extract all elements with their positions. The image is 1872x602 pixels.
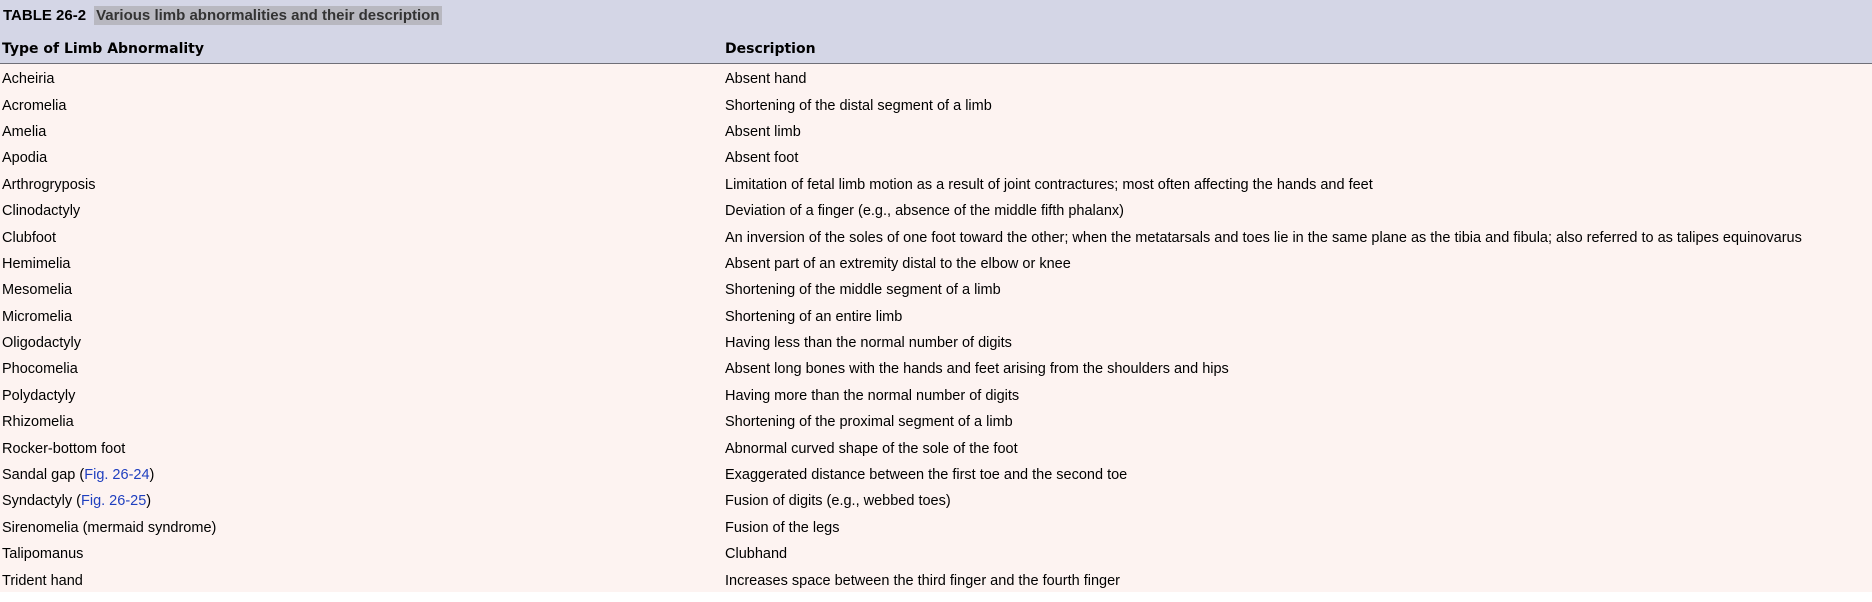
table-row xyxy=(0,119,1872,145)
cell-description: Limitation of fetal limb motion as a result of joint contractures; most often affecting the hands and feet xyxy=(725,176,1373,193)
cell-description: Absent part of an extremity distal to the elbow or knee xyxy=(725,255,1071,272)
table-body xyxy=(0,64,1872,594)
cell-type xyxy=(0,177,725,193)
table-row xyxy=(0,330,1872,356)
table-row xyxy=(0,92,1872,118)
table-row xyxy=(0,541,1872,567)
table-row xyxy=(0,145,1872,171)
cell-description: Fusion of the legs xyxy=(725,519,840,536)
cell-description: Fusion of digits (e.g., webbed toes) xyxy=(725,493,951,510)
cell-type xyxy=(0,546,725,562)
abnormality-name: Acromelia xyxy=(2,97,67,114)
cell-type xyxy=(0,335,725,351)
cell-description: Having more than the normal number of digits xyxy=(725,387,1020,404)
cell-description: Absent limb xyxy=(725,123,801,140)
table-row xyxy=(0,462,1872,488)
table-row xyxy=(0,383,1872,409)
header-type: Type of Limb Abnormality xyxy=(2,41,204,57)
cell-description: Exaggerated distance between the first toe and the second toe xyxy=(725,467,1128,484)
abnormality-name: Rocker-bottom foot xyxy=(2,440,126,457)
cell-description: Clubhand xyxy=(725,546,788,563)
abnormality-name: Rhizomelia xyxy=(2,414,74,431)
cell-description: Absent hand xyxy=(725,71,807,88)
cell-type: Sandal gap (Fig. 26-24) xyxy=(2,467,155,484)
abnormality-name: Trident hand xyxy=(2,572,83,589)
abnormality-name: Mesomelia xyxy=(2,282,73,299)
table-caption xyxy=(0,0,1872,30)
abnormality-name: Micromelia xyxy=(2,308,73,325)
cell-type xyxy=(0,230,725,246)
cell-description: Absent foot xyxy=(725,150,799,167)
abnormality-name: Apodia xyxy=(2,150,48,167)
cell-description: Abnormal curved shape of the sole of the foot xyxy=(725,440,1018,457)
cell-type xyxy=(0,441,725,457)
table-row xyxy=(0,277,1872,303)
table-row xyxy=(0,172,1872,198)
cell-type xyxy=(0,520,725,536)
cell-type xyxy=(0,124,725,140)
table-row xyxy=(0,356,1872,382)
table-row xyxy=(0,66,1872,92)
abnormality-name: Polydactyly xyxy=(2,387,76,404)
table-row xyxy=(0,515,1872,541)
table-row xyxy=(0,198,1872,224)
table-row xyxy=(0,224,1872,250)
cell-description: Shortening of the distal segment of a limb xyxy=(725,97,992,114)
abnormality-name: Hemimelia xyxy=(2,255,71,272)
table-row xyxy=(0,435,1872,461)
cell-type xyxy=(0,203,725,219)
cell-type xyxy=(0,282,725,298)
cell-description: Deviation of a finger (e.g., absence of the middle fifth phalanx) xyxy=(725,203,1124,220)
abnormality-name: Sandal gap xyxy=(2,467,76,484)
cell-description: Shortening of the proximal segment of a limb xyxy=(725,414,1013,431)
abnormality-name: Clubfoot xyxy=(2,229,57,246)
cell-type xyxy=(0,71,725,87)
table-row xyxy=(0,304,1872,330)
table-row xyxy=(0,567,1872,593)
cell-type xyxy=(0,150,725,166)
table-header-row xyxy=(0,30,1872,64)
abnormality-name: Oligodactyly xyxy=(2,335,81,352)
abnormality-name: Amelia xyxy=(2,123,47,140)
cell-description: Increases space between the third finger and the fourth finger xyxy=(725,572,1120,589)
table-row xyxy=(0,251,1872,277)
cell-type: Syndactyly (Fig. 26-25) xyxy=(2,493,152,510)
abnormality-name: Talipomanus xyxy=(2,546,84,563)
cell-description: Shortening of the middle segment of a limb xyxy=(725,282,1001,299)
cell-type xyxy=(0,573,725,589)
cell-type xyxy=(0,361,725,377)
abnormality-name: Acheiria xyxy=(2,71,55,88)
cell-type xyxy=(0,414,725,430)
cell-type xyxy=(0,388,725,404)
cell-description: Having less than the normal number of digits xyxy=(725,335,1012,352)
cell-type xyxy=(0,256,725,272)
figure-link[interactable]: Fig. 26-24 xyxy=(84,467,150,484)
table-title: Various limb abnormalities and their description xyxy=(96,6,440,24)
abnormality-name: Syndactyly xyxy=(2,493,73,510)
cell-description: An inversion of the soles of one foot toward the other; when the metatarsals and toes lie in the same plane as the tibia and fibula; also referred to as talipes equinovarus xyxy=(725,229,1802,246)
abnormality-name: Arthrogryposis xyxy=(2,176,96,193)
cell-type xyxy=(0,309,725,325)
table-row xyxy=(0,409,1872,435)
abnormality-name: Phocomelia xyxy=(2,361,78,378)
cell-description: Shortening of an entire limb xyxy=(725,308,903,325)
header-description: Description xyxy=(725,41,816,57)
table-number: TABLE 26-2 xyxy=(3,6,87,24)
abnormality-name: Clinodactyly xyxy=(2,203,81,220)
abnormality-name: Sirenomelia (mermaid syndrome) xyxy=(2,519,217,536)
cell-type xyxy=(0,98,725,114)
table-row xyxy=(0,488,1872,514)
cell-description: Absent long bones with the hands and feet arising from the shoulders and hips xyxy=(725,361,1229,378)
figure-link[interactable]: Fig. 26-25 xyxy=(80,493,147,510)
